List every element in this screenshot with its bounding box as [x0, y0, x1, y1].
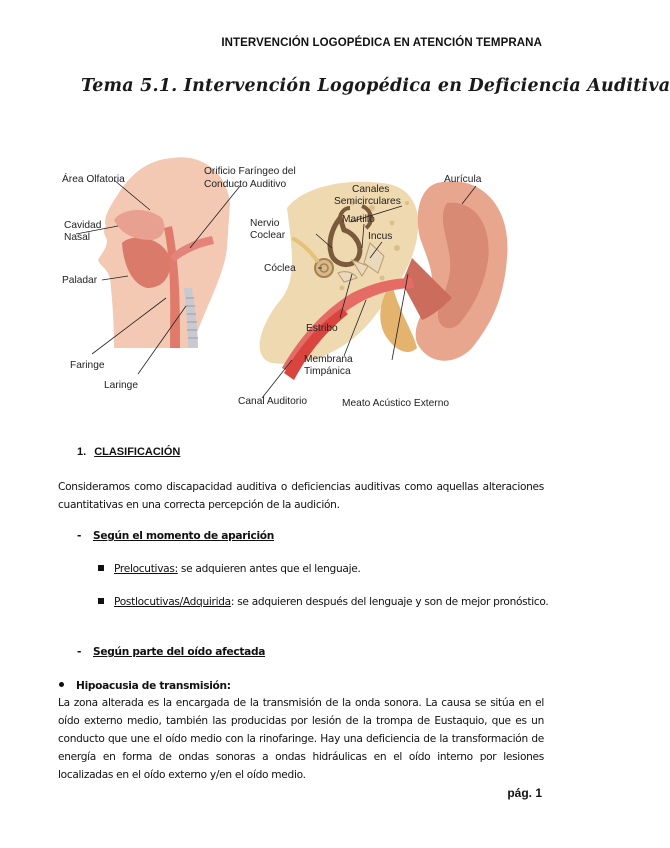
- section-title: CLASIFICACIÓN: [94, 446, 181, 458]
- label-estribo: Estribo: [306, 323, 338, 334]
- label-coclea: Cóclea: [264, 263, 296, 274]
- subheading-parte-oido-title: Según parte del oído afectada: [93, 646, 266, 658]
- label-canales-1: Canales: [352, 184, 390, 195]
- label-laringe: Laringe: [104, 380, 138, 391]
- label-cavidad-1: Cavidad: [64, 220, 102, 231]
- label-canales-2: Semicirculares: [334, 196, 401, 207]
- label-canal-auditorio: Canal Auditorio: [238, 396, 308, 407]
- label-cavidad-2: Nasal: [64, 232, 91, 243]
- label-faringe: Faringe: [70, 360, 105, 371]
- label-paladar: Paladar: [62, 275, 98, 286]
- label-membrana-1: Membrana: [304, 354, 353, 365]
- square-bullet: [98, 565, 104, 571]
- dash-marker: -: [77, 530, 82, 542]
- section-number: 1.: [77, 446, 87, 458]
- bullet-hipoacusia-title: Hipoacusia de transmisión:: [76, 680, 231, 692]
- label-incus: Incus: [368, 231, 393, 242]
- subheading-momento: [77, 530, 274, 542]
- term-postlocutivas: Postlocutivas/Adquirida: [114, 596, 231, 608]
- label-nervio-1: Nervio: [250, 218, 280, 229]
- desc-postlocutivas: : se adquieren después del lenguaje y son de mejor pronóstico.: [230, 596, 549, 608]
- label-area-olfatoria: Área Olfatoria: [62, 174, 125, 185]
- list-item-prelocutivas: [98, 563, 361, 575]
- label-orificio-1: Orificio Faríngeo del: [204, 166, 296, 177]
- transmision-paragraph: La zona alterada es la encargada de la transmisión de la onda sonora. La causa se sitúa en el oído externo medio, también las producidas por lesión de la trompa de Eustaquio, que es un conducto que une el oído medio con la rinofaringe. Hay una deficiencia de la transformación de energía en forma de ondas sonoras a ondas hidráulicas en el oído interno por lesiones localizadas en el oído externo y/en el oído medio.: [58, 697, 544, 781]
- running-header: INTERVENCIÓN LOGOPÉDICA EN ATENCIÓN TEMPRANA: [221, 37, 542, 49]
- label-membrana-2: Timpánica: [304, 366, 351, 377]
- term-prelocutivas: Prelocutivas:: [114, 563, 178, 575]
- label-orificio-2: Conducto Auditivo: [204, 179, 287, 190]
- page-title: Tema 5.1. Intervención Logopédica en Deficiencia Auditiva: [81, 76, 670, 96]
- subheading-parte-oido: [77, 646, 265, 658]
- dash-marker: -: [77, 646, 82, 658]
- bullet-hipoacusia-transmision: [59, 680, 231, 692]
- section-heading: [77, 446, 180, 458]
- page-number: pág. 1: [507, 786, 542, 800]
- ear-illustration: [260, 181, 508, 380]
- subheading-momento-title: Según el momento de aparición: [93, 530, 275, 542]
- square-bullet: [98, 598, 104, 604]
- label-nervio-2: Coclear: [250, 230, 286, 241]
- list-item-postlocutivas: [98, 596, 548, 608]
- round-bullet: [59, 682, 64, 687]
- label-meato: Meato Acústico Externo: [342, 398, 450, 409]
- intro-paragraph: Consideramos como discapacidad auditiva o deficiencias auditivas como aquellas alteraciones cuantitativas en una correcta percepción de la audición.: [58, 481, 544, 511]
- label-martillo: Martillo: [342, 214, 375, 225]
- ear-anatomy-figure: [52, 148, 552, 416]
- label-auricula: Aurícula: [444, 174, 482, 185]
- desc-prelocutivas: se adquieren antes que el lenguaje.: [177, 563, 361, 575]
